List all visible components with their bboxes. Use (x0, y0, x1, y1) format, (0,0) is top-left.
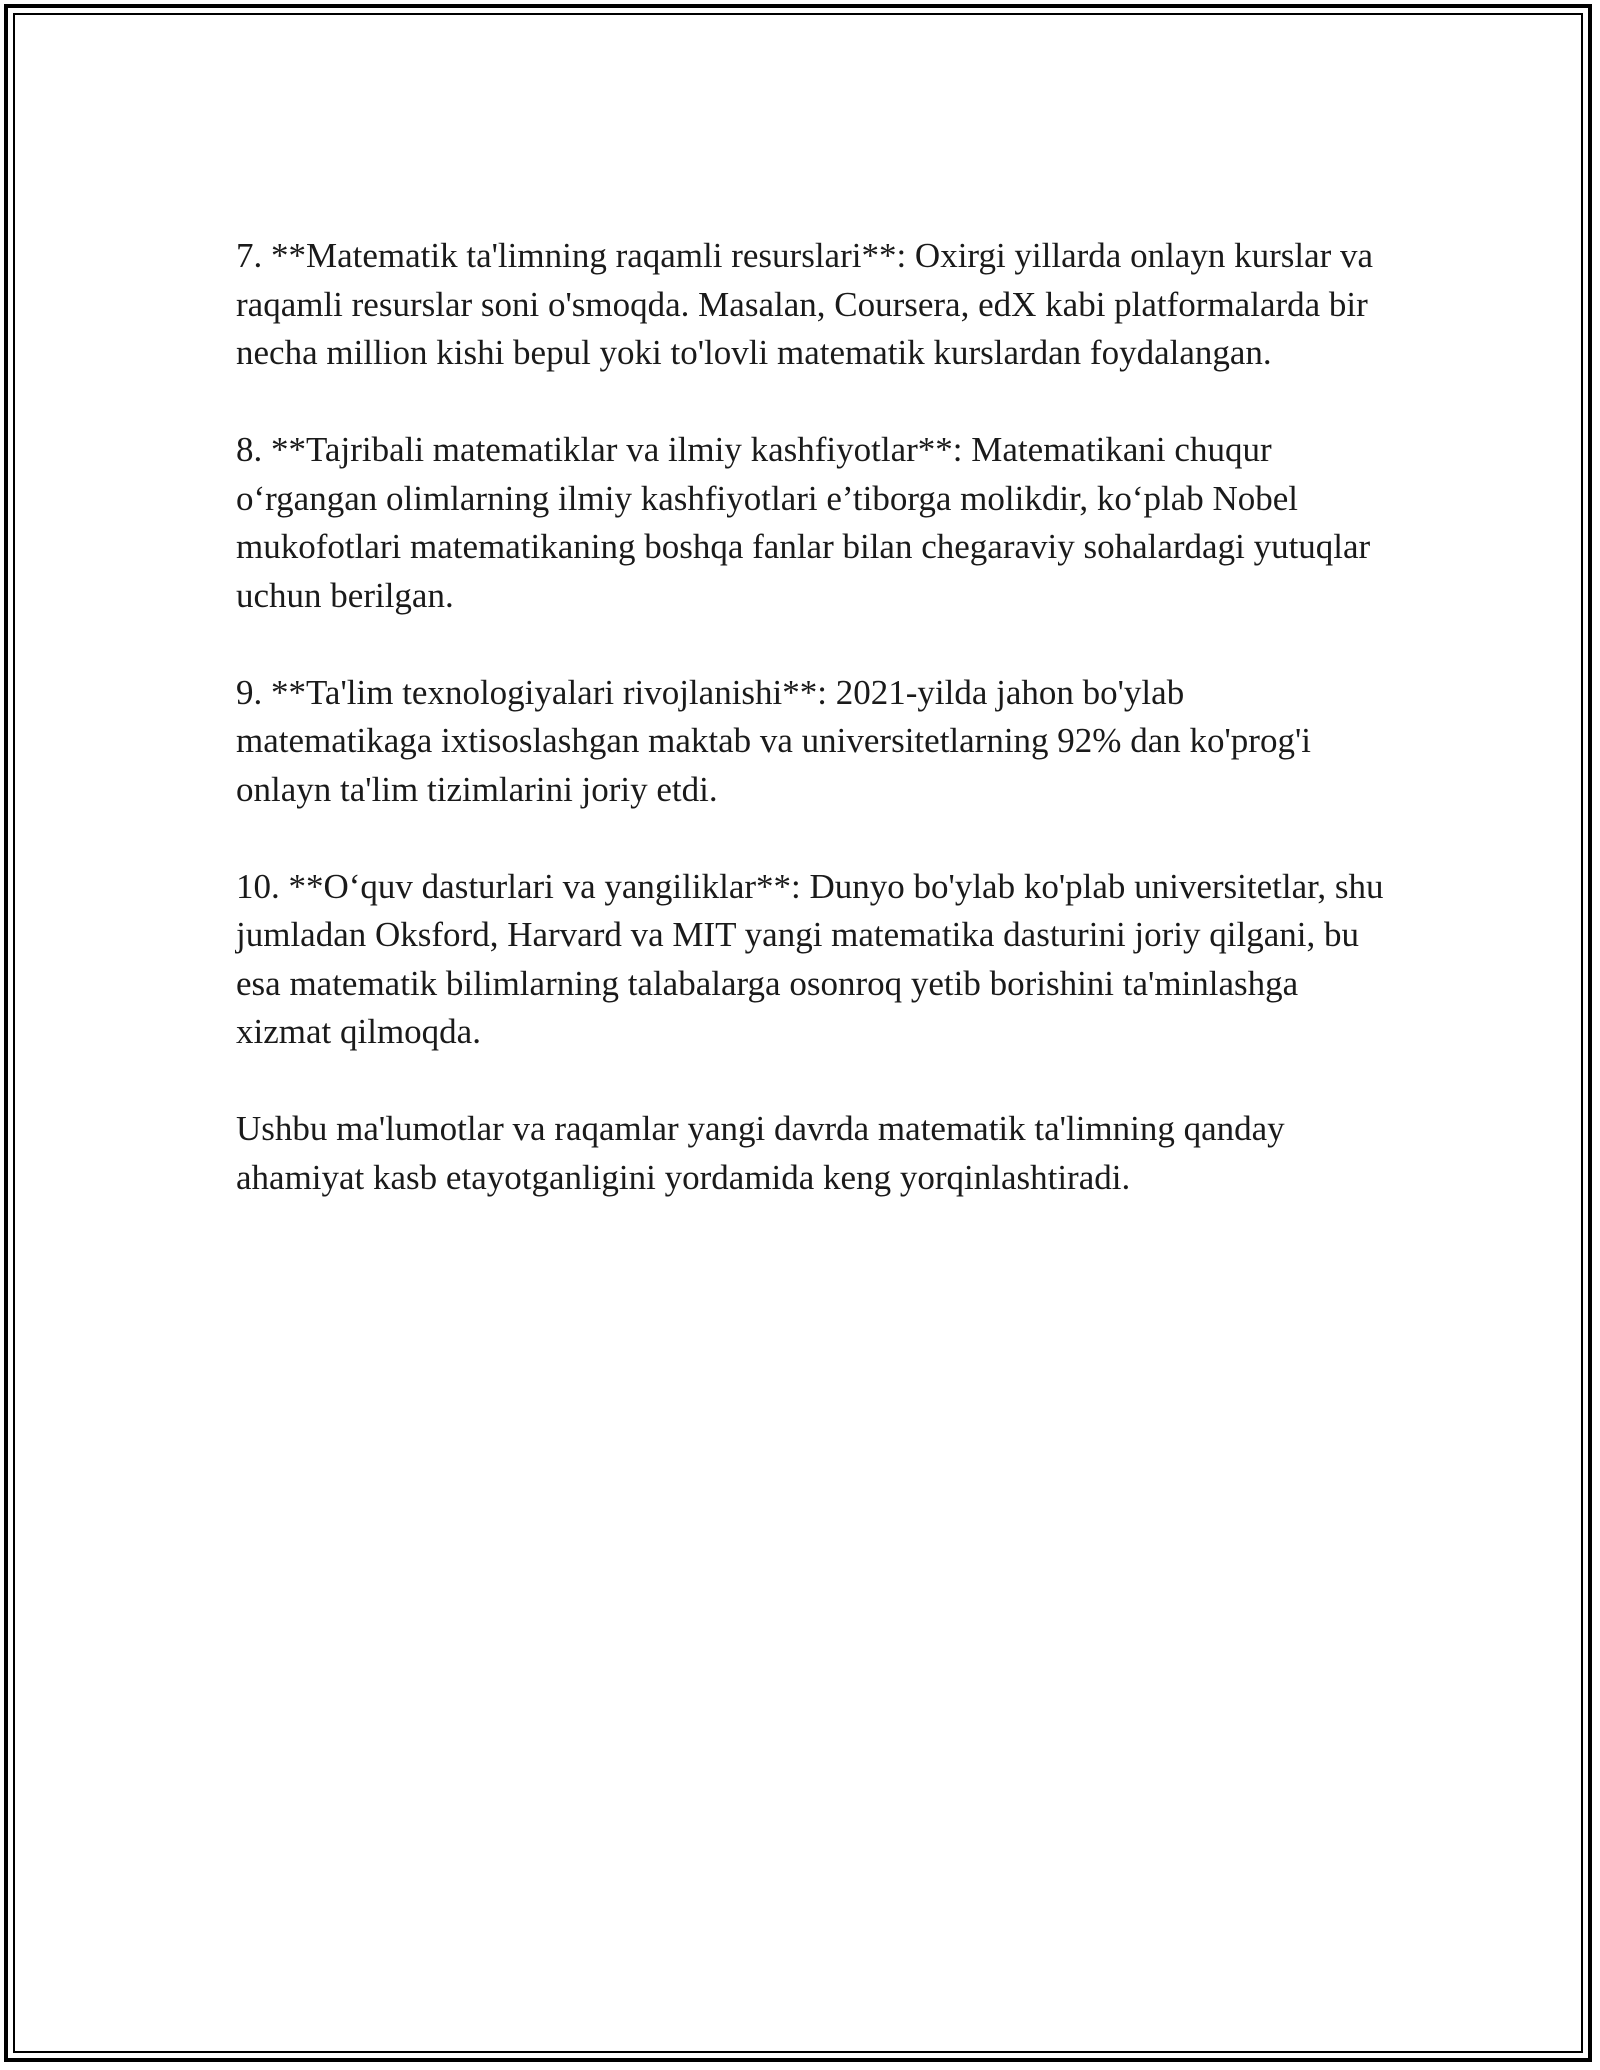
paragraph-item-10: 10. **O‘quv dasturlari va yangiliklar**: Dunyo bo'ylab ko'plab universitetlar, shu jumladan Oksford, Harvard va MIT yangi matematika dasturini joriy qilgani, bu esa matematik bilimlarning talabalarga osonroq yetib borishini ta'minlashga xizmat qilmoqda. (236, 866, 1384, 1051)
paragraph-item-9: 9. **Ta'lim texnologiyalari rivojlanishi**: 2021-yilda jahon bo'ylab matematikaga ixtisoslashgan maktab va universitetlarning 92% dan ko'prog'i onlayn ta'lim tizimlarini joriy etdi. (236, 672, 1311, 809)
paragraph-item-7: 7. **Matematik ta'limning raqamli resurslari**: Oxirgi yillarda onlayn kurslar va raqamli resurslar soni o'smoqda. Masalan, Coursera, edX kabi platformalarda bir necha million kishi bepul yoki to'lovli matematik kurslardan foydalangan. (236, 236, 1374, 372)
document-body (236, 232, 1386, 1251)
paragraph-item-8: 8. **Tajribali matematiklar va ilmiy kashfiyotlar**: Matematikani chuqur o‘rgangan olimlarning ilmiy kashfiyotlari e’tiborga molikdir, ko‘plab Nobel mukofotlari matematikaning boshqa fanlar bilan chegaraviy sohalardagi yutuqlar uchun berilgan. (236, 430, 1371, 615)
paragraph-conclusion: Ushbu ma'lumotlar va raqamlar yangi davrda matematik ta'limning qanday ahamiyat kasb etayotganligini yordamida keng yorqinlashtiradi. (236, 1109, 1285, 1197)
